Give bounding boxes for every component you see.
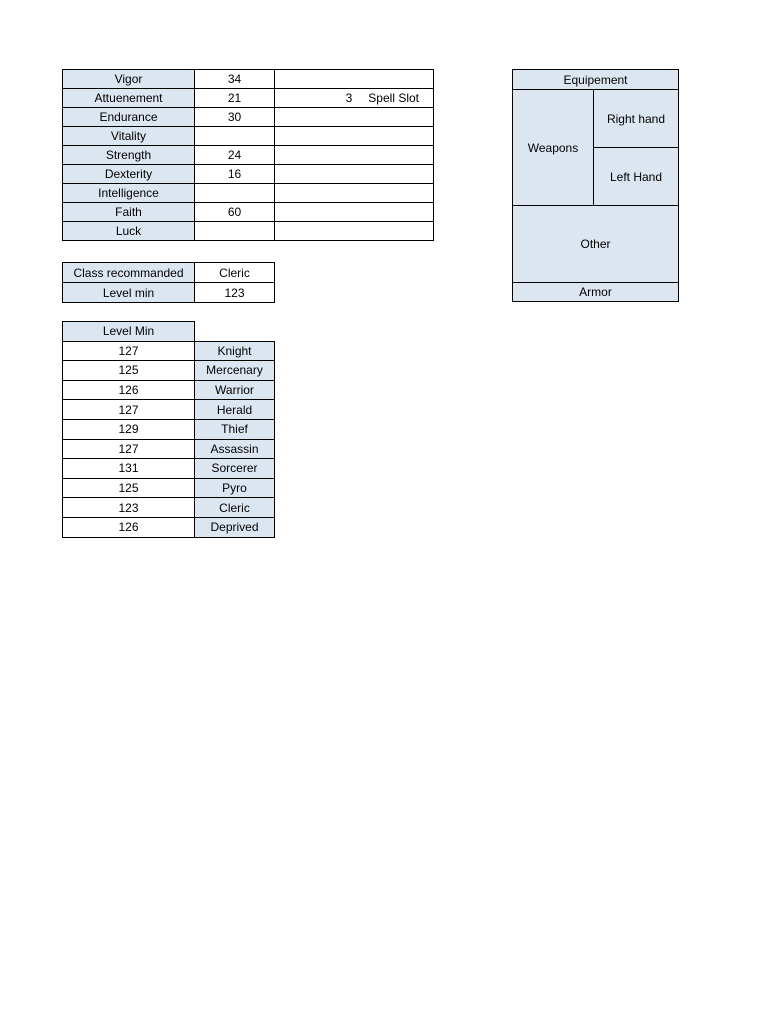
- class-level-cell[interactable]: 126: [63, 380, 195, 400]
- stat-value[interactable]: 30: [195, 108, 275, 127]
- stat-value[interactable]: 16: [195, 165, 275, 184]
- table-row: [63, 459, 275, 479]
- stat-extra[interactable]: [275, 127, 434, 146]
- level-table-header[interactable]: Level Min: [63, 322, 195, 342]
- table-row: [63, 498, 275, 518]
- stat-value[interactable]: 60: [195, 203, 275, 222]
- stat-extra[interactable]: [275, 146, 434, 165]
- table-row: [63, 419, 275, 439]
- class-level-cell[interactable]: 131: [63, 459, 195, 479]
- level-min-value[interactable]: 123: [195, 283, 275, 303]
- stat-label[interactable]: Vigor: [63, 70, 195, 89]
- stat-extra[interactable]: [275, 203, 434, 222]
- stat-row-attunement: [63, 89, 434, 108]
- level-table-header-row: [63, 322, 275, 342]
- class-name-cell[interactable]: Knight: [195, 341, 275, 361]
- level-by-class-table: [62, 321, 275, 538]
- stat-extra[interactable]: [275, 222, 434, 241]
- stat-row-endurance: [63, 108, 434, 127]
- stat-row-faith: [63, 203, 434, 222]
- class-name-cell[interactable]: Mercenary: [195, 361, 275, 381]
- spell-slot-cell[interactable]: [275, 89, 434, 108]
- stat-value[interactable]: [195, 184, 275, 203]
- class-level-cell[interactable]: 129: [63, 419, 195, 439]
- table-row: [63, 361, 275, 381]
- stat-value[interactable]: 21: [195, 89, 275, 108]
- stat-value[interactable]: [195, 222, 275, 241]
- stat-extra[interactable]: [275, 70, 434, 89]
- class-recommended-value[interactable]: Cleric: [195, 263, 275, 283]
- class-level-cell[interactable]: 127: [63, 400, 195, 420]
- stat-value[interactable]: 34: [195, 70, 275, 89]
- equipment-armor-row: [513, 283, 679, 302]
- equipment-title[interactable]: Equipement: [513, 70, 679, 90]
- spell-slot-count: 3: [345, 91, 353, 105]
- equipment-table: [512, 69, 679, 302]
- class-recommendation-table: [62, 262, 275, 303]
- left-hand-cell[interactable]: Left Hand: [594, 148, 679, 206]
- table-row: [63, 439, 275, 459]
- level-min-label[interactable]: Level min: [63, 283, 195, 303]
- stat-label[interactable]: Endurance: [63, 108, 195, 127]
- class-level-cell[interactable]: 123: [63, 498, 195, 518]
- empty-cell: [195, 322, 275, 342]
- table-row: [63, 400, 275, 420]
- class-recommended-row: [63, 263, 275, 283]
- stat-row-strength: [63, 146, 434, 165]
- stat-label[interactable]: Attuenement: [63, 89, 195, 108]
- table-row: [63, 478, 275, 498]
- stat-value[interactable]: [195, 127, 275, 146]
- class-recommended-label[interactable]: Class recommanded: [63, 263, 195, 283]
- weapons-cell[interactable]: Weapons: [513, 90, 594, 206]
- class-name-cell[interactable]: Pyro: [195, 478, 275, 498]
- stat-row-luck: [63, 222, 434, 241]
- class-name-cell[interactable]: Assassin: [195, 439, 275, 459]
- stat-label[interactable]: Faith: [63, 203, 195, 222]
- class-name-cell[interactable]: Thief: [195, 419, 275, 439]
- right-hand-cell[interactable]: Right hand: [594, 90, 679, 148]
- spell-slot-label: Spell Slot: [368, 91, 419, 105]
- class-level-cell[interactable]: 127: [63, 439, 195, 459]
- table-row: [63, 341, 275, 361]
- class-level-cell[interactable]: 127: [63, 341, 195, 361]
- level-min-row: [63, 283, 275, 303]
- class-name-cell[interactable]: Sorcerer: [195, 459, 275, 479]
- equipment-other-row: [513, 206, 679, 283]
- stat-label[interactable]: Luck: [63, 222, 195, 241]
- class-name-cell[interactable]: Herald: [195, 400, 275, 420]
- stat-value[interactable]: 24: [195, 146, 275, 165]
- table-row: [63, 380, 275, 400]
- stat-row-intelligence: [63, 184, 434, 203]
- stat-row-dexterity: [63, 165, 434, 184]
- class-level-cell[interactable]: 125: [63, 478, 195, 498]
- class-level-cell[interactable]: 125: [63, 361, 195, 381]
- armor-cell[interactable]: Armor: [513, 283, 679, 302]
- stat-label[interactable]: Vitality: [63, 127, 195, 146]
- stat-label[interactable]: Dexterity: [63, 165, 195, 184]
- stats-table: [62, 69, 434, 241]
- stat-label[interactable]: Strength: [63, 146, 195, 165]
- class-level-cell[interactable]: 126: [63, 517, 195, 537]
- equipment-title-row: [513, 70, 679, 90]
- stat-row-vigor: [63, 70, 434, 89]
- class-name-cell[interactable]: Deprived: [195, 517, 275, 537]
- stat-label[interactable]: Intelligence: [63, 184, 195, 203]
- other-cell[interactable]: Other: [513, 206, 679, 283]
- table-row: [63, 517, 275, 537]
- stat-extra[interactable]: [275, 184, 434, 203]
- stat-extra[interactable]: [275, 165, 434, 184]
- stat-extra[interactable]: [275, 108, 434, 127]
- class-name-cell[interactable]: Cleric: [195, 498, 275, 518]
- class-name-cell[interactable]: Warrior: [195, 380, 275, 400]
- stat-row-vitality: [63, 127, 434, 146]
- equipment-weapons-row: [513, 90, 679, 148]
